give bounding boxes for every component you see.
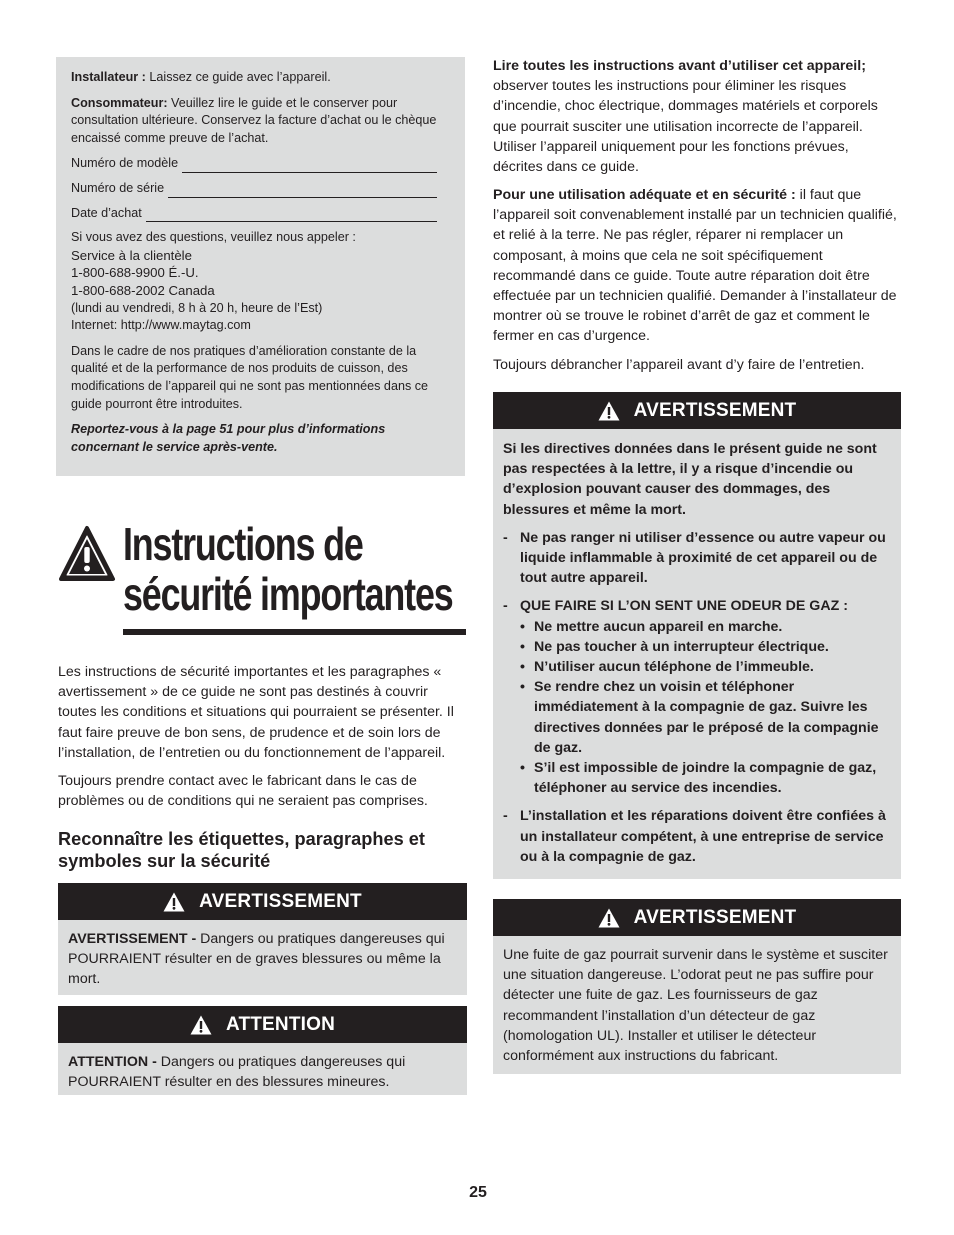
warning-definition-body: Dangers ou pratiques dangereuses qui POURRAIENT résulter en de graves blessures ou même la mort. [68, 931, 445, 988]
title-warning-icon [58, 525, 116, 583]
owner-info-box [56, 57, 465, 476]
gas-leak-warning-text: Une fuite de gaz pourrait survenir dans le système et susciter une situation dangereuse. L’odorat peut ne pas suffire pour détecter une fuite de gaz. Les fournisseurs de gaz recommandent l’installation d’un détecteur de gaz (homologation UL). Installer et utiliser le détecteur conformément aux instructions du fabricant. [503, 947, 888, 1065]
proper-use-text: il faut que l’appareil soit convenablement installé par un technicien qualifié, et relié à la terre. Ne pas régler, réparer ni remplacer un composant, à moins que cela ne soit spécifiquement recommandé dans ce guide. Toute autre réparation doit être effectuée par un technicien qualifié. Demander à l’installateur de montrer où se trouve le robinet d’arrêt de gaz et comment le fermer en cas d’urgence. [493, 187, 897, 345]
intro-paragraph-1: Les instructions de sécurité importantes et les paragraphes « avertissement » de ce guide ne sont pas destinés à couvrir toutes les conditions et situations qui pourraient se présenter. Il faut faire preuve de bon sens, de prudence et de soin lors de l’installation, de l’entretien ou du fonctionnement de l’appareil. [58, 664, 454, 761]
contact-question: Si vous avez des questions, veuillez nous appeler : [71, 230, 356, 245]
gas-fire-warning-intro: Si les directives données dans le présent guide ne sont pas respectées à la lettre, il y a risque d’incendie ou d’explosion pouvant causer des dommages, des blessures et même la mort. [503, 441, 877, 518]
contact-hours: (lundi au vendredi, 8 h à 20 h, heure de l’Est) [71, 300, 323, 315]
bullet-mark: • [520, 679, 525, 696]
unplug-paragraph: Toujours débrancher l’appareil avant d’y faire de l’entretien. [493, 357, 865, 373]
list-item [520, 637, 891, 657]
title-line-2: sécurité importantes [123, 568, 453, 620]
contact-phone-canada: 1-800-688-2002 Canada [71, 282, 215, 298]
serial-number-line[interactable] [168, 184, 437, 198]
proper-use-paragraph [493, 185, 898, 347]
read-instructions-text: observer toutes les instructions pour éliminer les risques d’incendie, choc électrique, dommages matériels et corporels que pourrait susciter une utilisation incorrecte de l’appareil. Utiliser l’appareil uniquement pour les fonctions prévues, décrites dans ce guide. [493, 78, 878, 176]
gas-smell-bullet-list [520, 617, 891, 799]
improvement-note: Dans le cadre de nos pratiques d’amélioration constante de la qualité et de la performance de nos produits de cuisson, des modifications de l’appareil qui ne sont pas mentionnées dans ce guide pourront être introduites. [71, 343, 429, 411]
gas-leak-warning-header [493, 899, 901, 936]
warning-definition-box [58, 883, 467, 995]
bullet-mark: • [520, 760, 525, 777]
title-underline [123, 629, 466, 635]
model-number-label: Numéro de modèle [71, 156, 179, 171]
intro-paragraph-2: Toujours prendre contact avec le fabricant dans le cas de problèmes ou de conditions qui ne seraient pas comprises. [58, 773, 428, 810]
contact-phone-us: 1-800-688-9900 É.-U. [71, 265, 199, 281]
page-number: 25 [469, 1184, 487, 1201]
bullet-mark: • [520, 638, 525, 655]
proper-use-bold: Pour une utilisation adéquate et en sécurité : [493, 187, 796, 203]
serial-number-label: Numéro de série [71, 180, 165, 195]
page-title [123, 518, 453, 620]
purchase-date-line[interactable] [146, 208, 437, 222]
gas-leak-warning-label: AVERTISSEMENT [633, 906, 797, 928]
bullet-text: Ne pas toucher à un interrupteur électrique. [534, 638, 829, 655]
warning-item-gas-smell [503, 596, 891, 798]
installer-note [71, 69, 455, 87]
purchase-date-field[interactable] [71, 205, 455, 223]
installer-label: Installateur : [71, 70, 146, 84]
warning-header-label: AVERTISSEMENT [199, 890, 362, 912]
dash-mark: - [503, 808, 508, 825]
purchase-date-label: Date d’achat [71, 205, 142, 220]
warning-triangle-icon [598, 401, 620, 421]
warning-item-no-flammables [503, 528, 891, 589]
gas-fire-warning-content [493, 429, 901, 875]
warning-definition-label: AVERTISSEMENT - [68, 931, 197, 947]
gas-leak-warning-box [493, 899, 901, 1074]
warning-triangle-icon [598, 908, 620, 928]
attention-definition-box [58, 1006, 467, 1095]
bullet-text: S’il est impossible de joindre la compagnie de gaz, téléphoner au service des incendies. [534, 760, 877, 797]
warning-item-text: Ne pas ranger ni utiliser d’essence ou autre vapeur ou liquide inflammable à proximité de cet appareil ou de tout autre appareil. [520, 529, 886, 587]
model-number-line[interactable] [182, 159, 437, 173]
dash-mark: - [503, 529, 508, 546]
title-line-1: Instructions de [123, 518, 363, 570]
bullet-mark: • [520, 659, 525, 676]
read-instructions-bold: Lire toutes les instructions avant d’utiliser cet appareil; [493, 58, 866, 74]
bullet-text: Ne mettre aucun appareil en marche. [534, 618, 783, 635]
gas-fire-warning-header [493, 392, 901, 429]
warning-definition-text [58, 920, 467, 998]
installer-text: Laissez ce guide avec l’appareil. [145, 70, 331, 84]
serial-number-field[interactable] [71, 180, 455, 198]
see-page-note: Reportez-vous à la page 51 pour plus d’informations concernant le service après-vente. [71, 422, 386, 454]
read-instructions-paragraph [493, 56, 898, 177]
warning-triangle-icon [163, 892, 185, 912]
list-item [520, 657, 891, 677]
dash-mark: - [503, 598, 508, 615]
consumer-text: Veuillez lire le guide et le conserver pour consultation ultérieure. Conservez la facture d’achat ou le chèque encaissé comme preuve de l’achat. [71, 95, 437, 145]
attention-definition-text [58, 1043, 467, 1100]
bullet-mark: • [520, 618, 525, 635]
list-item [520, 677, 891, 758]
consumer-label: Consommateur: [71, 95, 168, 110]
warning-item-qualified-installer [503, 806, 891, 867]
warning-triangle-icon [190, 1015, 212, 1035]
attention-definition-label: ATTENTION - [68, 1054, 157, 1070]
attention-header-bar [58, 1006, 467, 1043]
bullet-text: Se rendre chez un voisin et téléphoner immédiatement à la compagnie de gaz. Suivre les directives données par le préposé de la compagnie de gaz. [534, 679, 879, 756]
list-item [520, 617, 891, 637]
contact-internet: Internet: http://www.maytag.com [71, 318, 251, 333]
gas-fire-warning-label: AVERTISSEMENT [633, 399, 797, 421]
warning-item-text: L’installation et les réparations doivent être confiées à un installateur compétent, à une entreprise de service ou à la compagnie de gaz. [520, 808, 886, 865]
section-subheading: Reconnaître les étiquettes, paragraphes et symboles sur la sécurité [58, 829, 425, 871]
warning-header-bar [58, 883, 467, 920]
consumer-note [71, 95, 455, 148]
list-item [520, 758, 891, 798]
bullet-text: N’utiliser aucun téléphone de l’immeuble. [534, 659, 814, 676]
warning-item-text: QUE FAIRE SI L’ON SENT UNE ODEUR DE GAZ : [520, 598, 848, 615]
attention-definition-body: Dangers ou pratiques dangereuses qui POURRAIENT résulter en des blessures mineures. [68, 1054, 406, 1091]
contact-service: Service à la clientèle [71, 247, 192, 263]
gas-fire-warning-box [493, 392, 901, 879]
attention-header-label: ATTENTION [225, 1013, 336, 1035]
model-number-field[interactable] [71, 155, 455, 173]
